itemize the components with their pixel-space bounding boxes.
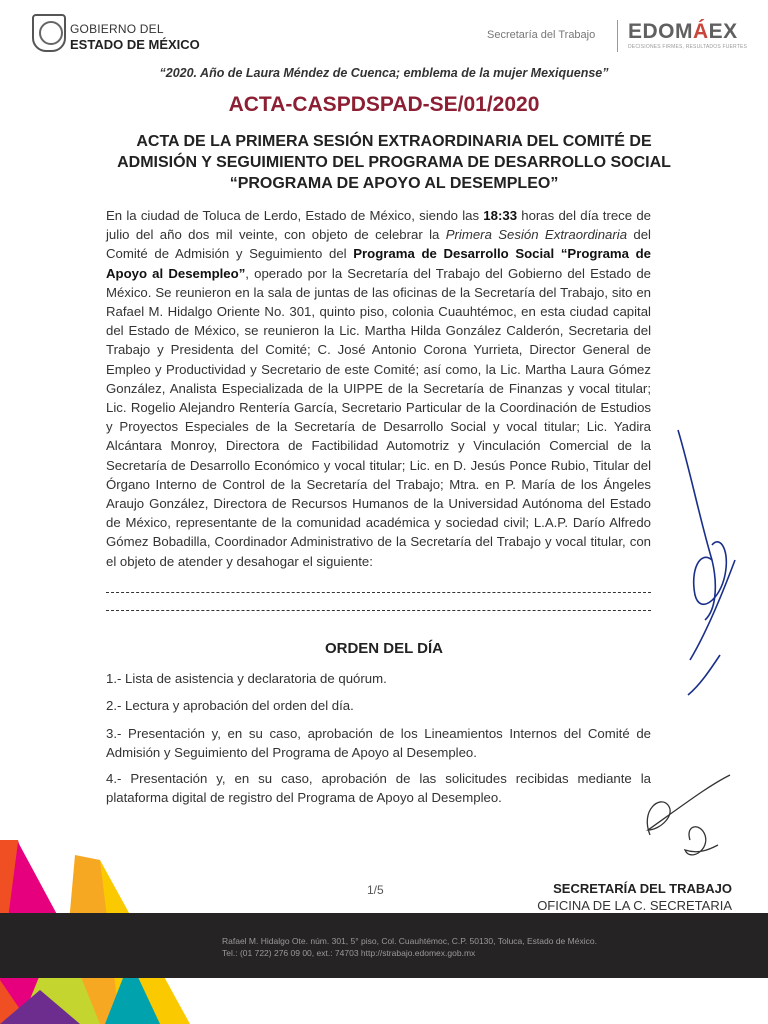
- body-text-1: En la ciudad de Toluca de Lerdo, Estado de México, siendo las: [106, 208, 484, 223]
- program-name: Programa de Desarrollo Social “Programa de Apoyo al Desempleo”: [106, 246, 651, 281]
- footer-contact: Tel.: (01 722) 276 09 00, ext.: 74703 http://strabajo.edomex.gob.mx: [222, 948, 476, 958]
- margin-signature: [678, 430, 735, 695]
- footer-secretaria: SECRETARÍA DEL TRABAJO: [553, 881, 732, 896]
- body-text-2: horas del día trece de julio del año dos mil veinte, con objeto de celebrar la: [106, 208, 651, 243]
- footer-address: Rafael M. Hidalgo Ote. núm. 301, 5° piso, Col. Cuauhtémoc, C.P. 50130, Toluca, Estado de México.: [222, 936, 597, 946]
- footer-office: OFICINA DE LA C. SECRETARIA: [537, 898, 732, 913]
- document-title: ACTA DE LA PRIMERA SESIÓN EXTRAORDINARIA DEL COMITÉ DE ADMISIÓN Y SEGUIMIENTO DEL PROGRAMA DE DESARROLLO SOCIAL “PROGRAMA DE APOYO AL DESEMPLEO”: [117, 133, 671, 192]
- body-text-4: , operado por la Secretaría del Trabajo del Gobierno del Estado de México. Se reunieron en la sala de juntas de las oficinas de la Secretaría del Trabajo, sito en Rafael M. Hidalgo Oriente No. 301, quinto piso, colonia Cuauhtémoc, en esta ciudad capital del Estado de México, se reunieron la Lic. Martha Hilda González Calderón, Secretaria del Trabajo y Presidenta del Comité; C. José Antonio Corona Yurrieta, Director General de Empleo y Productividad y Secretario de este Comité; así como, la Lic. Martha Laura Gómez González, Analista Especializada de la UIPPE de la Secretaría de Finanzas y vocal titular; Lic. Rogelio Alejandro Rentería García, Secretario Particular de la Coordinación de Estudios y Proyectos Especiales de la Secretaría de Desarrollo Social y vocal titular; Lic. Yadira Alcántara Monroy, Directora de Factibilidad Automotriz y Vinculación Comercial de la Secretaría de Desarrollo Económico y vocal titular; Lic. en D. Jesús Ponce Rubio, Titular del Órgano Interno de Control de la Secretaría del Trabajo; Mtra. en P. María de los Ángeles Araujo González, Directora de Recursos Humanos de la Universidad Autónoma del Estado de México, representante de la comunidad académica y sociedad civil; L.A.P. Darío Alfredo Gómez Bobadilla, Coordinador Administrativo de la Secretaría del Trabajo y vocal titular, con el objeto de atender y desahogar el siguiente:: [106, 265, 651, 569]
- edomex-logo-end: EX: [708, 20, 738, 43]
- agenda-item: 4.- Presentación y, en su caso, aprobación de las solicitudes recibidas mediante la plataforma digital de registro del Programa de Apoyo al Desempleo.: [106, 771, 651, 805]
- session-name: Primera Sesión Extraordinaria: [445, 227, 628, 243]
- agenda-item: 1.- Lista de asistencia y declaratoria de quórum.: [106, 671, 387, 686]
- header-secretaria: Secretaría del Trabajo: [487, 29, 596, 41]
- page-number: 1/5: [367, 883, 384, 897]
- session-time: 18:33: [483, 208, 518, 223]
- edomex-logo-accent: Á: [693, 20, 709, 43]
- edomex-slogan: DECISIONES FIRMES, RESULTADOS FUERTES: [628, 44, 748, 50]
- agenda-item: 3.- Presentación y, en su caso, aprobación de los Lineamientos Internos del Comité de Admisión y Seguimiento del Programa de Apoyo al Desempleo.: [106, 726, 651, 760]
- initials-signature: [647, 775, 730, 855]
- gov-name-line1: GOBIERNO DEL: [70, 22, 164, 36]
- document-id: ACTA-CASPDSPAD-SE/01/2020: [228, 93, 540, 116]
- agenda-item: 2.- Lectura y aprobación del orden del día.: [106, 698, 354, 713]
- body-text-3: del Comité de Admisión y Seguimiento del: [106, 227, 651, 262]
- agenda-heading: ORDEN DEL DÍA: [324, 640, 444, 657]
- gov-name-line2: ESTADO DE MÉXICO: [70, 37, 200, 52]
- edomex-logo-main: EDOM: [628, 20, 693, 43]
- year-motto: “2020. Año de Laura Méndez de Cuenca; emblema de la mujer Mexiquense”: [159, 66, 609, 80]
